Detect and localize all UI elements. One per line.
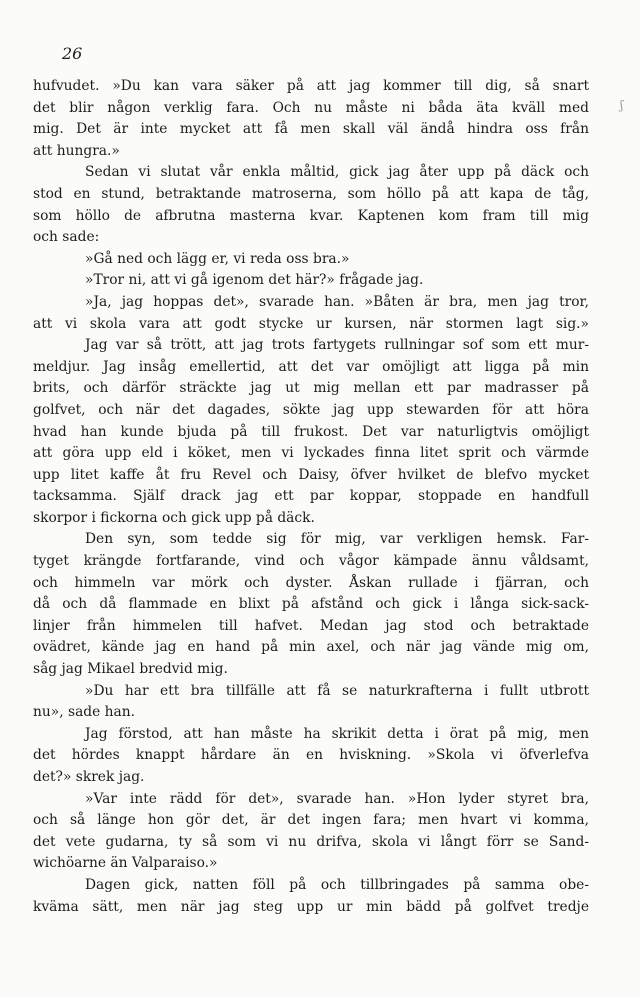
text-line: då och då flammade en blixt på afstånd och gick i långa sick-sack- bbox=[33, 596, 589, 613]
text-line: wichöarne än Valparaiso.» bbox=[33, 855, 218, 872]
text-line: kväma sätt, men när jag steg upp ur min bädd på golfvet tredje bbox=[33, 898, 589, 915]
text-line: tacksamma. Själf drack jag ett par koppar, stoppade en handfull bbox=[33, 488, 589, 505]
text-line: nu», sade han. bbox=[33, 704, 136, 721]
text-line: och så länge hon gör det, är det ingen fara; men hvart vi komma, bbox=[33, 812, 589, 829]
text-line: att vi skola vara att godt stycke ur kursen, när stormen lagt sig.» bbox=[33, 315, 589, 332]
text-line: Jag förstod, att han måste ha skrikit detta i örat på mig, men bbox=[85, 725, 589, 742]
text-line: skorpor i fickorna och gick upp på däck. bbox=[33, 509, 315, 526]
body-text bbox=[33, 76, 589, 918]
text-line: brits, och därför sträckte jag ut mig mellan ett par madrasser på bbox=[33, 380, 589, 397]
text-line: Jag var så trött, att jag trots fartygets rullningar sof som ett mur- bbox=[85, 337, 589, 354]
text-line: Dagen gick, natten föll på och tillbringades på samma obe- bbox=[85, 876, 589, 893]
text-line: det hördes knappt hårdare än en hviskning. »Skola vi öfverlefva bbox=[33, 747, 589, 764]
text-line: upp litet kaffe åt fru Revel och Daisy, öfver hvilket de blefvo mycket bbox=[33, 466, 589, 483]
text-line: stod en stund, betraktande matroserna, som höllo på att kapa de tåg, bbox=[33, 185, 589, 202]
text-line: »Gå ned och lägg er, vi reda oss bra.» bbox=[85, 250, 350, 267]
text-line: Den syn, som tedde sig för mig, var verkligen hemsk. Far- bbox=[85, 531, 589, 548]
text-line: det?» skrek jag. bbox=[33, 769, 145, 785]
text-line: och sade: bbox=[33, 229, 100, 246]
text-line: »Du har ett bra tillfälle att få se naturkrafterna i fullt utbrott bbox=[85, 682, 589, 699]
text-line: meldjur. Jag insåg emellertid, att det var omöjligt att ligga på min bbox=[33, 358, 589, 375]
text-line: såg jag Mikael bredvid mig. bbox=[33, 661, 228, 678]
text-line: att göra upp eld i köket, men vi lyckades finna litet sprit och värmde bbox=[33, 445, 589, 462]
text-line: att hungra.» bbox=[33, 142, 120, 159]
text-line: hufvudet. »Du kan vara säker på att jag kommer till dig, så snart bbox=[33, 78, 589, 94]
margin-mark: ʃ bbox=[620, 98, 624, 112]
text-line: som höllo de afbrutna masterna kvar. Kaptenen kom fram till mig bbox=[33, 207, 589, 224]
page-number: 26 bbox=[62, 44, 83, 63]
text-line: golfvet, och när det dagades, sökte jag upp stewarden för att höra bbox=[33, 401, 589, 418]
text-line: mig. Det är inte mycket att få men skall väl ändå hindra oss från bbox=[33, 121, 589, 138]
text-line: hvad han kunde bjuda på till frukost. Det var naturligtvis omöjligt bbox=[33, 423, 589, 440]
text-line: »Ja, jag hoppas det», svarade han. »Båten är bra, men jag tror, bbox=[85, 293, 589, 310]
text-line: och himmeln var mörk och dyster. Åskan rullade i fjärran, och bbox=[33, 574, 589, 591]
text-line: det vete gudarna, ty så som vi nu drifva, skola vi långt förr se Sand- bbox=[33, 833, 589, 850]
text-line: Sedan vi slutat vår enkla måltid, gick jag åter upp på däck och bbox=[85, 164, 589, 181]
text-line: »Var inte rädd för det», svarade han. »Hon lyder styret bra, bbox=[85, 790, 589, 807]
text-line: »Tror ni, att vi gå igenom det här?» frågade jag. bbox=[85, 272, 424, 289]
text-line: ovädret, kände jag en hand på min axel, och när jag vände mig om, bbox=[33, 639, 589, 656]
text-line: linjer från himmelen till hafvet. Medan jag stod och betraktade bbox=[33, 617, 589, 634]
text-line: det blir någon verklig fara. Och nu måste ni båda äta kväll med bbox=[33, 99, 589, 116]
text-line: tyget krängde fortfarande, vind och vågor kämpade ännu våldsamt, bbox=[33, 553, 589, 570]
